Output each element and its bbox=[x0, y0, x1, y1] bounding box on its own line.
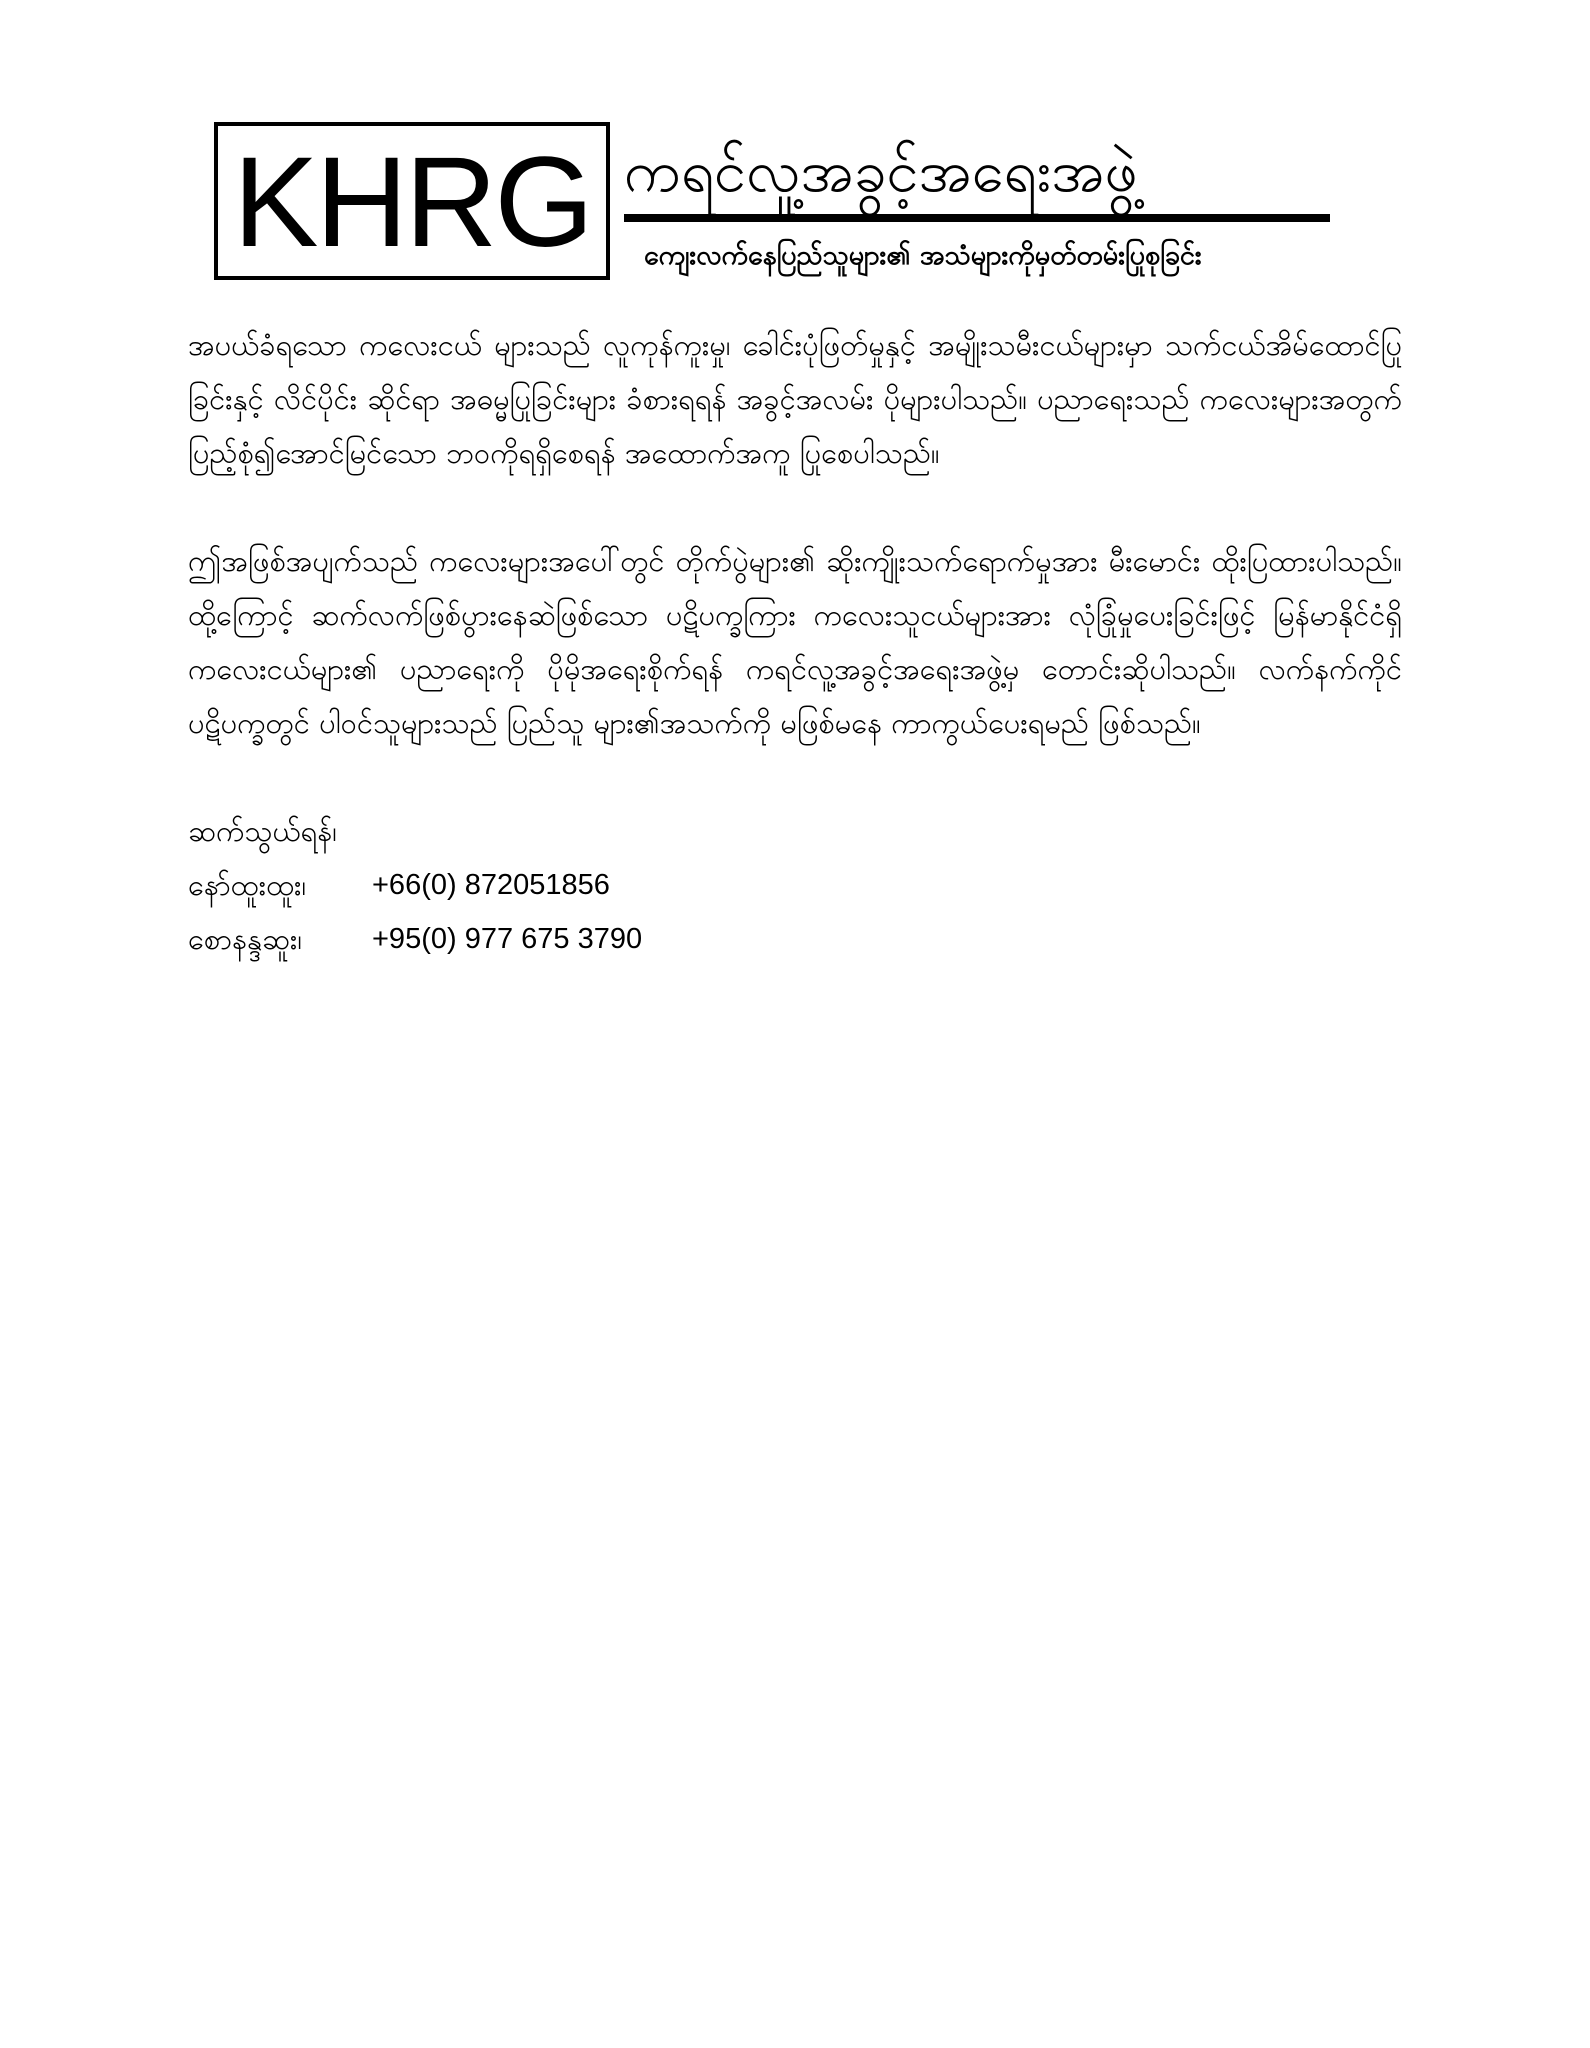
khrg-logo bbox=[214, 122, 610, 280]
contact-phone: +66(0) 872051856 bbox=[372, 869, 610, 901]
contact-heading: ဆက်သွယ်ရန်၊ bbox=[188, 814, 337, 848]
logo-text: KHRG bbox=[233, 131, 591, 274]
organization-tagline: ကျေးလက်နေပြည်သူများ၏ အသံများကိုမှတ်တမ်းပြုစုခြင်း bbox=[644, 240, 1202, 271]
letterhead bbox=[214, 122, 1334, 288]
contact-name: နော်ထူးထူး၊ bbox=[188, 868, 307, 902]
organization-name: ကရင်လူ့အခွင့်အရေးအဖွဲ့ bbox=[624, 137, 1138, 205]
contact-name: စောနန္ဒဆူး၊ bbox=[188, 922, 302, 956]
contact-row bbox=[188, 858, 1402, 912]
paragraph-1: အပယ်ခံရသော ကလေးငယ် များသည် လူကုန်ကူးမှု၊ ခေါင်းပုံဖြတ်မှုနှင့် အမျိုးသမီးငယ်များမှာ သက်ငယ်အိမ်ထောင်ပြုခြင်းနှင့် လိင်ပိုင်း ဆိုင်ရာ အဓမ္မပြုခြင်းများ ခံစားရရန် အခွင့်အလမ်း ပိုများပါသည်။ ပညာရေးသည် ကလေးများအတွက် ပြည့်စုံ၍အောင်မြင်သော ဘဝကိုရရှိစေရန် အထောက်အကူ ပြုစေပါသည်။ bbox=[188, 328, 1402, 470]
header-rule bbox=[624, 214, 1330, 222]
contact-section bbox=[188, 804, 1402, 966]
contact-phone: +95(0) 977 675 3790 bbox=[372, 923, 643, 955]
paragraph-2: ဤအဖြစ်အပျက်သည် ကလေးများအပေါ်တွင် တိုက်ပွဲများ၏ ဆိုးကျိုးသက်ရောက်မှုအား မီးမောင်း ထိုးပြထားပါသည်။ ထို့ကြောင့် ဆက်လက်ဖြစ်ပွားနေဆဲဖြစ်သော ပဋိပက္ခကြား ကလေးသူငယ်များအား လုံခြုံမှုပေးခြင်းဖြင့် မြန်မာနိုင်ငံရှိကလေးငယ်များ၏ ပညာရေးကို ပိုမိုအရေးစိုက်ရန် ကရင်လူ့အခွင့်အရေးအဖွဲ့မှ တောင်းဆိုပါသည်။ လက်နက်ကိုင် ပဋိပက္ခတွင် ပါဝင်သူများသည် ပြည်သူ များ၏အသက်ကို မဖြစ်မနေ ကာကွယ်ပေးရမည် ဖြစ်သည်။ bbox=[188, 544, 1402, 740]
document-body bbox=[188, 318, 1402, 966]
contact-row bbox=[188, 912, 1402, 966]
